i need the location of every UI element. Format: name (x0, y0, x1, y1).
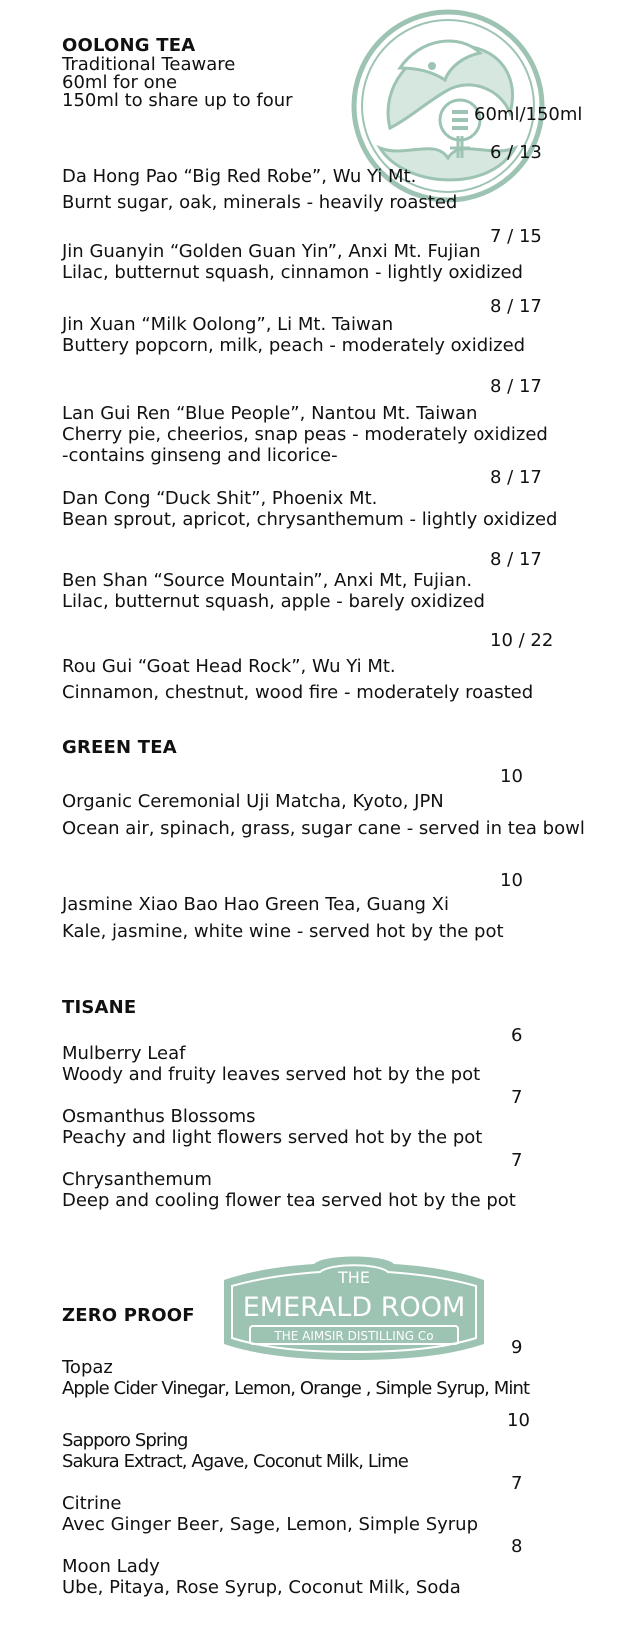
emerald-room-badge-logo (214, 1252, 494, 1364)
item-description: Cherry pie, cheerios, snap peas - moderately oxidized (62, 424, 548, 445)
item-price: 10 (500, 766, 523, 787)
item-name: Jasmine Xiao Bao Hao Green Tea, Guang Xi (62, 894, 449, 915)
item-name: Dan Cong “Duck Shit”, Phoenix Mt. (62, 488, 378, 509)
item-price: 6 / 13 (490, 142, 542, 163)
item-price: 10 (500, 870, 523, 891)
oolong-teaware-line: Traditional Teaware (62, 54, 236, 75)
oolong-size-one-line: 60ml for one (62, 72, 178, 93)
item-description: Woody and fruity leaves served hot by the pot (62, 1064, 481, 1085)
item-note: -contains ginseng and licorice- (62, 445, 338, 466)
item-price: 9 (511, 1337, 523, 1358)
oolong-section-title: OOLONG TEA (62, 35, 196, 56)
item-name: Organic Ceremonial Uji Matcha, Kyoto, JPN (62, 791, 444, 812)
item-price: 8 / 17 (490, 376, 542, 397)
item-price: 8 / 17 (490, 467, 542, 488)
item-description: Avec Ginger Beer, Sage, Lemon, Simple Syrup (62, 1514, 479, 1535)
item-name: Jin Guanyin “Golden Guan Yin”, Anxi Mt. Fujian (62, 241, 481, 262)
item-name: Da Hong Pao “Big Red Robe”, Wu Yi Mt. (62, 166, 417, 187)
item-name: Lan Gui Ren “Blue People”, Nantou Mt. Taiwan (62, 403, 478, 424)
item-price: 8 / 17 (490, 296, 542, 317)
green-section-title: GREEN TEA (62, 737, 177, 758)
item-name: Mulberry Leaf (62, 1043, 186, 1064)
item-name: Osmanthus Blossoms (62, 1106, 256, 1127)
item-name: Chrysanthemum (62, 1169, 212, 1190)
item-price: 6 (511, 1025, 523, 1046)
item-description: Kale, jasmine, white wine - served hot by the pot (62, 921, 504, 942)
item-description: Peachy and light flowers served hot by the pot (62, 1127, 483, 1148)
item-price: 7 (511, 1087, 523, 1108)
item-name: Citrine (62, 1493, 122, 1514)
item-description: Buttery popcorn, milk, peach - moderately oxidized (62, 335, 526, 356)
item-description: Ube, Pitaya, Rose Syrup, Coconut Milk, Soda (62, 1577, 461, 1598)
item-description: Apple Cider Vinegar, Lemon, Orange , Simple Syrup, Mint (62, 1378, 530, 1399)
item-price: 8 (511, 1536, 523, 1557)
item-price: 7 (511, 1150, 523, 1171)
item-price: 7 / 15 (490, 226, 542, 247)
item-name: Sapporo Spring (62, 1430, 188, 1451)
tisane-section-title: TISANE (62, 997, 137, 1018)
item-description: Deep and cooling flower tea served hot by the pot (62, 1190, 516, 1211)
logo-line-distilling: THE AIMSIR DISTILLING Co (274, 1329, 434, 1343)
item-price: 8 / 17 (490, 549, 542, 570)
zero-proof-section-title: ZERO PROOF (62, 1305, 195, 1326)
item-name: Jin Xuan “Milk Oolong”, Li Mt. Taiwan (62, 314, 394, 335)
logo-line-the: THE (338, 1268, 370, 1287)
item-name: Ben Shan “Source Mountain”, Anxi Mt, Fujian. (62, 570, 473, 591)
item-price: 10 (507, 1410, 530, 1431)
item-description: Sakura Extract, Agave, Coconut Milk, Lime (62, 1451, 408, 1472)
item-price: 10 / 22 (490, 630, 554, 651)
item-name: Moon Lady (62, 1556, 160, 1577)
item-description: Lilac, butternut squash, cinnamon - lightly oxidized (62, 262, 523, 283)
item-description: Cinnamon, chestnut, wood fire - moderately roasted (62, 682, 534, 703)
item-description: Lilac, butternut squash, apple - barely oxidized (62, 591, 485, 612)
item-price: 7 (511, 1473, 523, 1494)
item-name: Rou Gui “Goat Head Rock”, Wu Yi Mt. (62, 656, 396, 677)
logo-line-emerald-room: EMERALD ROOM (242, 1292, 466, 1323)
item-name: Topaz (62, 1357, 113, 1378)
item-description: Burnt sugar, oak, minerals - heavily roasted (62, 192, 458, 213)
oolong-size-header: 60ml/150ml (474, 104, 583, 125)
item-description: Ocean air, spinach, grass, sugar cane - served in tea bowl (62, 818, 585, 839)
item-description: Bean sprout, apricot, chrysanthemum - lightly oxidized (62, 509, 558, 530)
oolong-size-share-line: 150ml to share up to four (62, 90, 293, 111)
